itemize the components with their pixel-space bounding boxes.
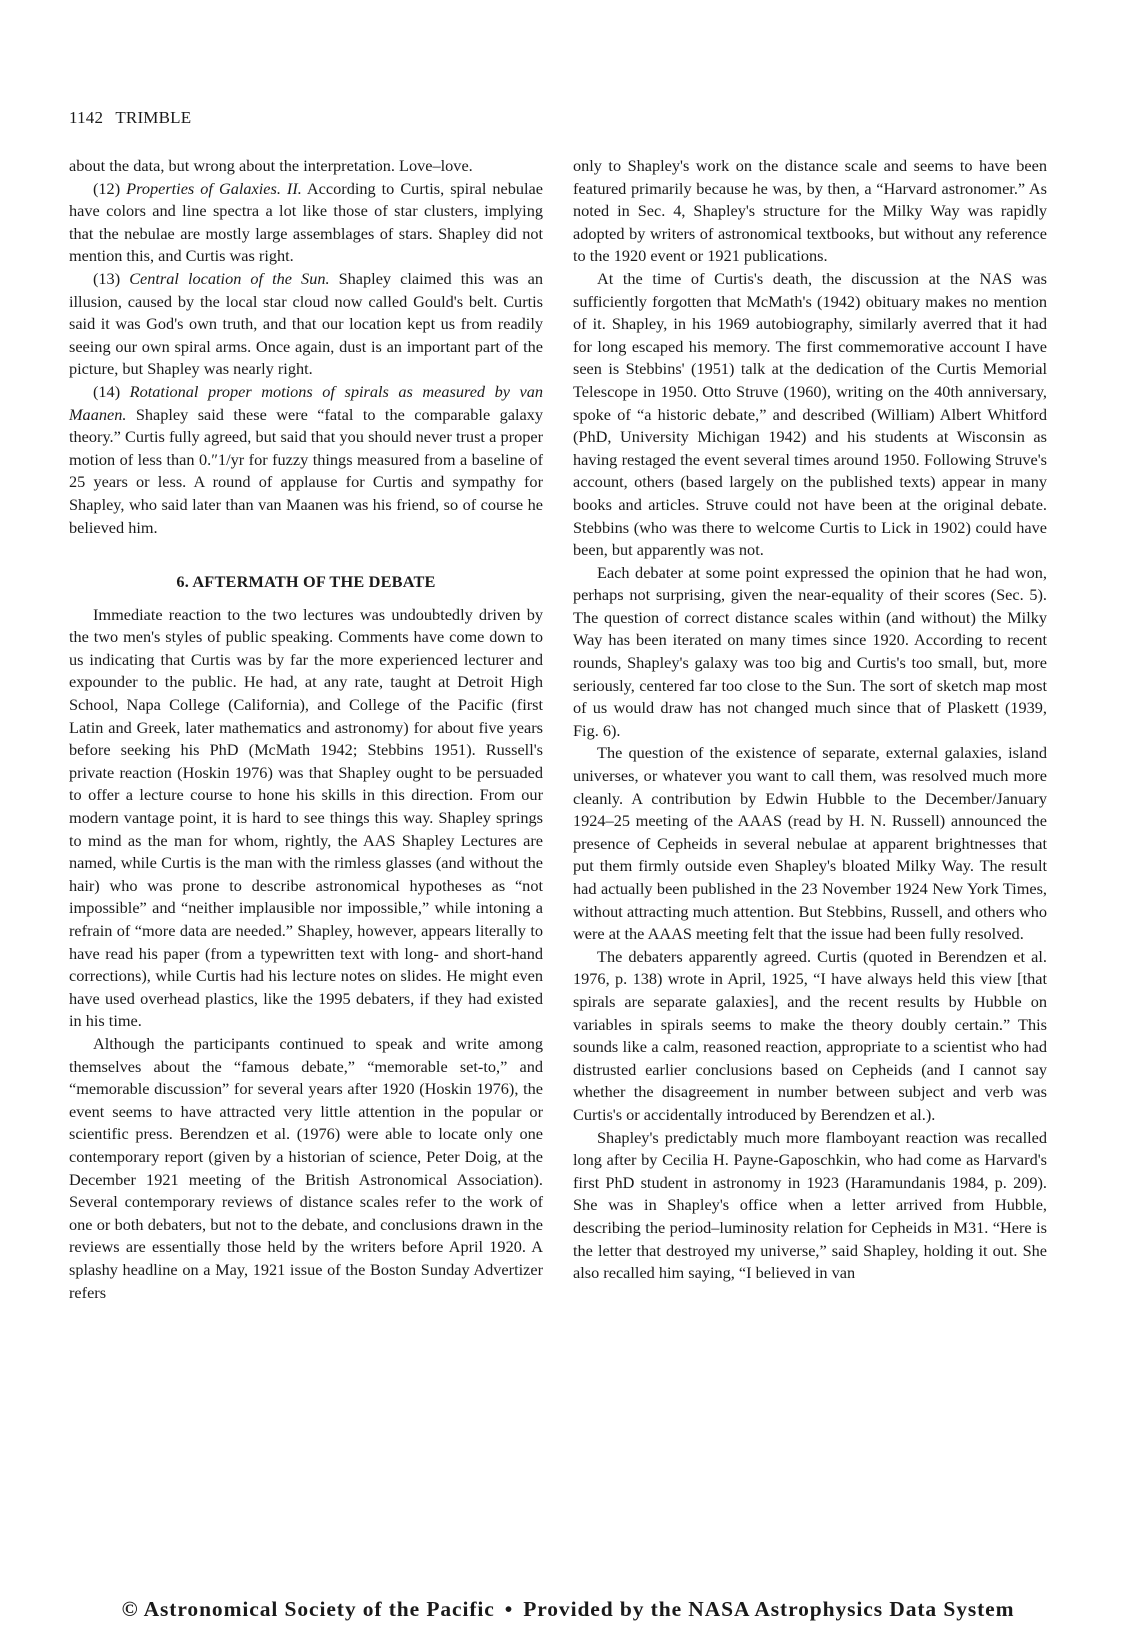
- footer-separator: •: [504, 1597, 514, 1621]
- paragraph-central-location: [69, 268, 543, 381]
- item-number: (12): [93, 178, 121, 198]
- paragraph: about the data, but wrong about the interpretation. Love–love.: [69, 156, 473, 175]
- paragraph: At the time of Curtis's death, the discussion at the NAS was sufficiently forgotten that McMath's (1942) obituary makes no mention of it. Shapley, in his 1969 autobiography, similarly averred that it had for long escaped his memory. The first commemorative account I have seen is Stebbins' (1951) talk at the dedication of the Curtis Memorial Telescope in 1950. Otto Struve (1960), writing on the 40th anniversary, spoke of “a historic debate,” and described (William) Albert Whitford (PhD, University Michigan 1942) and his students at Wisconsin as having restaged the event several times around 1950. Following Struve's account, others (based largely on the published texts) appear in many books and articles. Struve could not have been at the original debate. Stebbins (who was there to welcome Curtis to Lick in 1902) could have been, but apparently was not.: [573, 268, 1047, 560]
- paragraph-rotational-proper-motions: [69, 381, 543, 539]
- paragraph-properties-of-galaxies: [69, 178, 543, 268]
- left-column: [69, 155, 543, 1304]
- item-title: Rotational proper motions of spirals as measured by van Maanen.: [69, 381, 544, 424]
- paragraph: Although the participants continued to speak and write among themselves about the “famous debate,” “memorable set-to,” and “memorable discussion” for several years after 1920 (Hoskin 1976), the event seems to have attracted very little attention in the popular or scientific press. Berendzen et al. (1976) were able to locate only one contemporary report (given by a historian of science, Peter Doig, at the December 1921 meeting of the British Astronomical Association). Several contemporary reviews of distance scales refer to the work of one or both debaters, but not to the debate, and conclusions drawn in the reviews are essentially those held by the writers before April 1920. A splashy headline on a May, 1921 issue of the Boston Sunday Advertizer refers: [69, 1033, 543, 1302]
- paragraph: only to Shapley's work on the distance scale and seems to have been featured primarily because he was, by then, a “Harvard astronomer.” As noted in Sec. 4, Shapley's structure for the Milky Way was rapidly adopted by writers of astronomical textbooks, but without any reference to the 1920 event or 1921 publications.: [573, 156, 1047, 266]
- item-title: Central location of the Sun.: [129, 268, 330, 288]
- item-body: According to Curtis, spiral nebulae have colors and line spectra a lot like those of star clusters, implying that the nebulae are mostly large assemblages of stars. Shapley did not mention this, and Curtis was right.: [69, 178, 543, 266]
- right-column: [573, 155, 1047, 1285]
- paragraph: The debaters apparently agreed. Curtis (quoted in Berendzen et al. 1976, p. 138) wrote in April, 1925, “I have always held this view [that spirals are separate galaxies], and the recent results by Hubble on variables in spirals seems to make the theory doubly certain.” This sounds like a calm, reasoned reaction, appropriate to a scientist who had distrusted earlier conclusions based on Cepheids (and I cannot say whether the disagreement in number between subject and verb was Curtis's or accidentally introduced by Berendzen et al.).: [573, 946, 1047, 1124]
- paragraph: Each debater at some point expressed the opinion that he had won, perhaps not surprising, given the near-equality of their scores (Sec. 5). The question of correct distance scales within (and without) the Milky Way has been iterated on many times since 1920. According to recent rounds, Shapley's galaxy was too big and Curtis's too small, but, more seriously, centered far too close to the Sun. The sort of sketch map most of us would draw has not changed much since that of Plaskett (1939, Fig. 6).: [573, 562, 1047, 740]
- running-head-author: TRIMBLE: [115, 108, 192, 127]
- section-heading: 6. AFTERMATH OF THE DEBATE: [176, 572, 436, 592]
- item-number: (14): [93, 381, 121, 401]
- item-body: Shapley claimed this was an illusion, caused by the local star cloud now called Gould's belt. Curtis said it was God's own truth, and that our location kept us from readily seeing our own spiral arms. Once again, dust is an important part of the picture, but Shapley was nearly right.: [69, 268, 544, 379]
- item-title: Properties of Galaxies. II.: [126, 178, 302, 198]
- footer-copyright: © Astronomical Society of the Pacific: [121, 1597, 495, 1621]
- page-number: 1142: [69, 108, 104, 127]
- running-head: [69, 108, 191, 128]
- paragraph: The question of the existence of separate, external galaxies, island universes, or whatever you want to call them, was resolved much more cleanly. A contribution by Edwin Hubble to the December/January 1924–25 meeting of the AAAS (read by H. N. Russell) announced the presence of Cepheids in several nebulae at apparent brightnesses that put them firmly outside even Shapley's bloated Milky Way. The result had actually been published in the 23 November 1924 New York Times, without attracting much attention. But Stebbins, Russell, and others who were at the AAAS meeting felt that the issue had been fully resolved.: [573, 743, 1047, 944]
- paragraph: Shapley's predictably much more flamboyant reaction was recalled long after by Cecilia H. Payne-Gaposchkin, who had come as Harvard's first PhD student in astronomy in 1923 (Haramundanis 1984, p. 209). She was in Shapley's office when a letter arrived from Hubble, describing the period–luminosity relation for Cepheids in M31. “Here is the letter that destroyed my universe,” said Shapley, holding it out. She also recalled him saying, “I believed in van: [573, 1127, 1047, 1283]
- paragraph: Immediate reaction to the two lectures was undoubtedly driven by the two men's styles of public speaking. Comments have come down to us indicating that Curtis was by far the more experienced lecturer and expounder to the public. He had, at any rate, taught at Detroit High School, Napa College (California), and College of the Pacific (first Latin and Greek, later mathematics and astronomy) for about five years before seeking his PhD (McMath 1942; Stebbins 1951). Russell's private reaction (Hoskin 1976) was that Shapley ought to be persuaded to offer a lecture course to hone his skills in this direction. From our modern vantage point, it is hard to see things this way. Shapley springs to mind as the man for whom, rightly, the AAS Shapley Lectures are named, while Curtis is the man with the rimless glasses (and without the hair) who was prone to describe astronomical hypotheses as “not impossible” and “neither implausible nor impossible,” while intoning a refrain of “more data are needed.” Shapley, however, appears literally to have read his paper (from a typewritten text with long- and short-hand corrections), while Curtis had his lecture notes on slides. He might even have used overhead plastics, like the 1995 debaters, if they had existed in his time.: [69, 604, 543, 1031]
- item-body: Shapley said these were “fatal to the comparable galaxy theory.” Curtis fully agreed, but said that you should never trust a proper motion of less than 0.″1/yr for fuzzy things measured from a baseline of 25 years or less. A round of applause for Curtis and sympathy for Shapley, who said later than van Maanen was his friend, so of course he believed him.: [69, 404, 543, 537]
- item-number: (13): [93, 268, 121, 288]
- footer-credit: [0, 1597, 1136, 1622]
- footer-provider: Provided by the NASA Astrophysics Data System: [523, 1597, 1015, 1621]
